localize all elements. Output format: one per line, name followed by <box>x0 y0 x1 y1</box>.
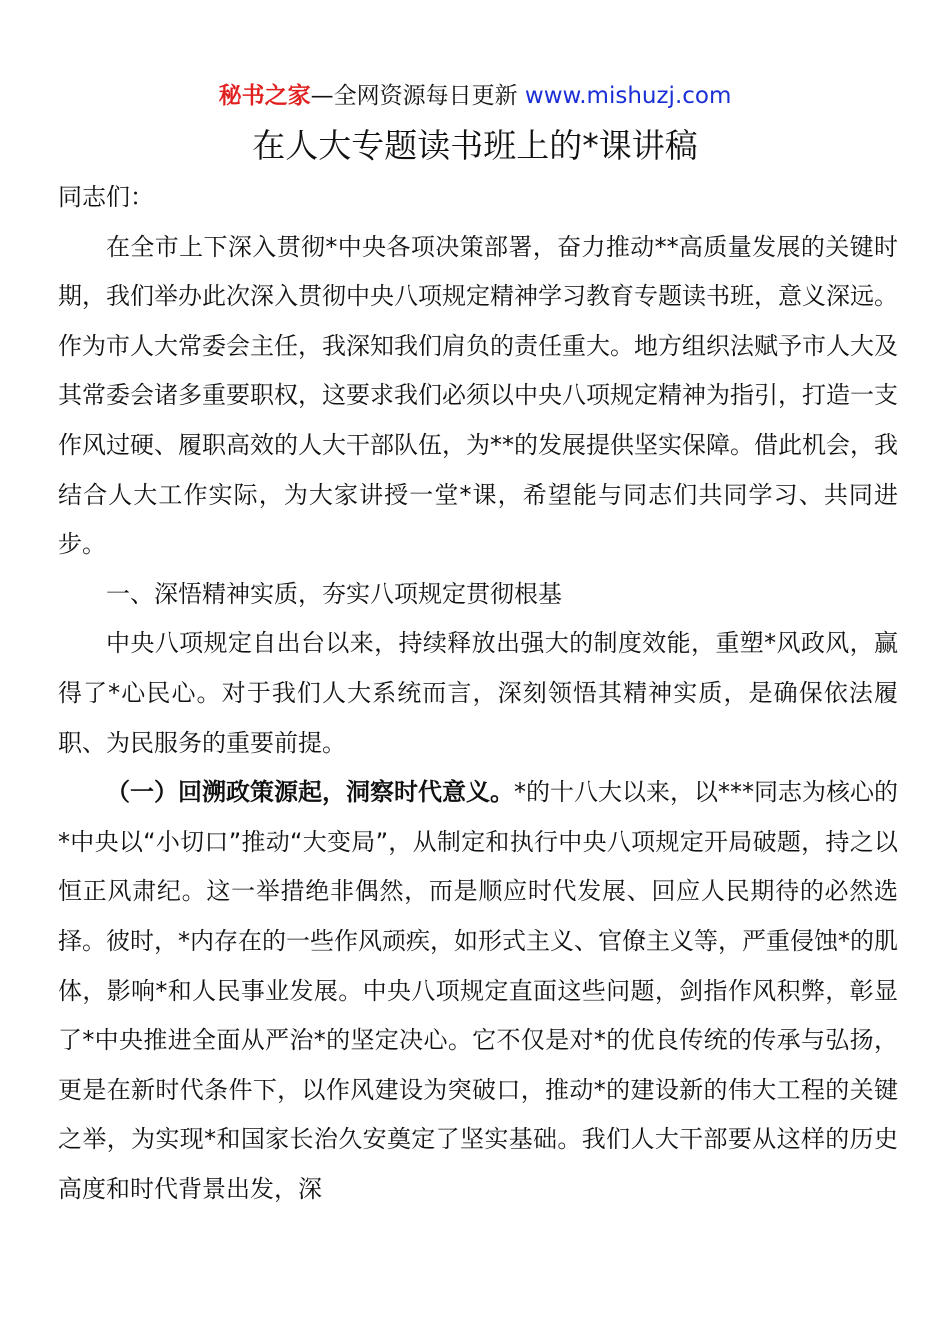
subsection-heading-1: （一）回溯政策源起，洞察时代意义。 <box>106 778 514 807</box>
subsection-paragraph-1 <box>58 768 898 1214</box>
subsection-text-1: *的十八大以来，以***同志为核心的*中央以“小切口”推动“大变局”，从制定和执行中央八项规定开局破题，持之以恒正风肃纪。这一举措绝非偶然，而是顺应时代发展、回应人民期待的必然选择。彼时，*内存在的一些作风顽疾，如形式主义、官僚主义等，严重侵蚀*的肌体，影响*和人民事业发展。中央八项规定直面这些问题，剑指作风积弊，彰显了*中央推进全面从严治*的坚定决心。它不仅是对*的优良传统的传承与弘扬，更是在新时代条件下，以作风建设为突破口，推动*的建设新的伟大工程的关键之举，为实现*和国家长治久安奠定了坚实基础。我们人大干部要从这样的历史高度和时代背景出发，深 <box>58 778 898 1203</box>
salutation: 同志们： <box>58 183 154 211</box>
header-slogan: —全网资源每日更新 <box>310 83 525 109</box>
brand-name: 秘书之家 <box>218 83 311 109</box>
site-url-link[interactable]: www.mishuzj.com <box>524 83 732 109</box>
body-paragraph-intro: 在全市上下深入贯彻*中央各项决策部署，奋力推动**高质量发展的关键时期，我们举办此次深入贯彻中央八项规定精神学习教育专题读书班，意义深远。作为市人大常委会主任，我深知我们肩负的责任重大。地方组织法赋予市人大及其常委会诸多重要职权，这要求我们必须以中央八项规定精神为指引，打造一支作风过硬、履职高效的人大干部队伍，为**的发展提供坚实保障。借此机会，我结合人大工作实际，为大家讲授一堂*课，希望能与同志们共同学习、共同进步。 <box>58 232 898 559</box>
site-header <box>0 80 950 112</box>
section-heading-1: 一、深悟精神实质，夯实八项规定贯彻根基 <box>106 579 562 608</box>
document-body <box>58 173 898 1214</box>
document-title: 在人大专题读书班上的*课讲稿 <box>252 126 698 165</box>
body-paragraph-section-1: 中央八项规定自出台以来，持续释放出强大的制度效能，重塑*风政风，赢得了*心民心。对于我们人大系统而言，深刻领悟其精神实质，是确保依法履职、为民服务的重要前提。 <box>58 629 898 757</box>
